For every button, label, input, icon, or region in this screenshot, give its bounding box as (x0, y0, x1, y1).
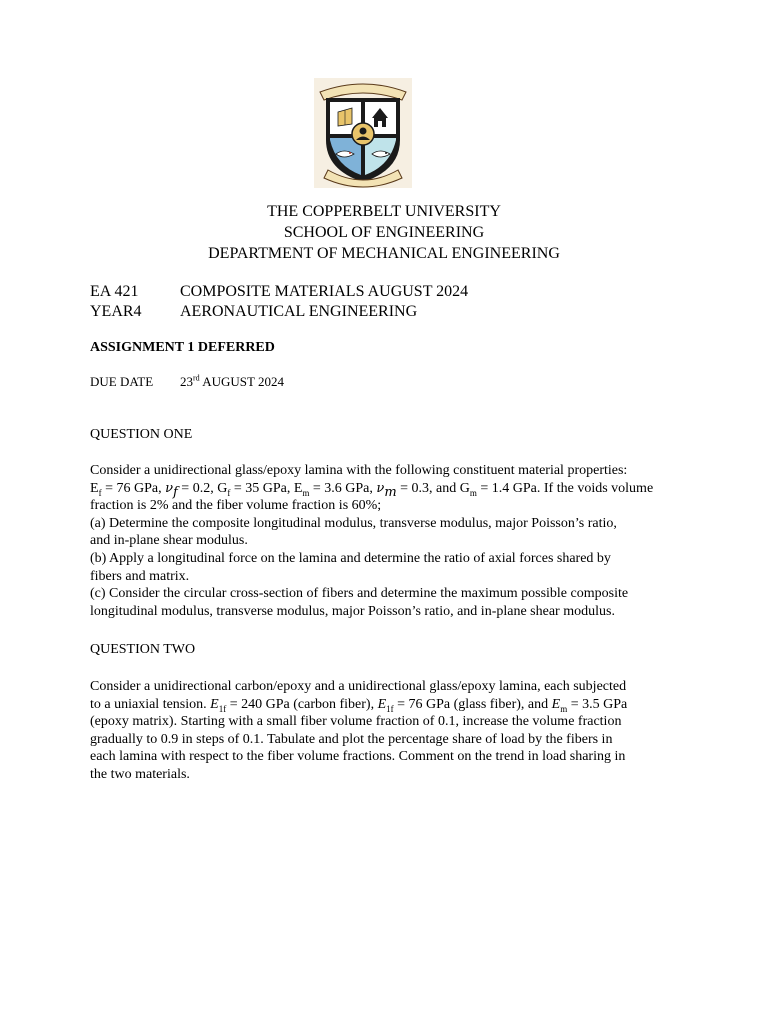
q2-line: gradually to 0.9 in steps of 0.1. Tabulate and plot the percentage share of load by the fibers in (90, 731, 613, 747)
q1-line: (c) Consider the circular cross-section of fibers and determine the maximum possible composite (90, 586, 629, 602)
q1-text: = 1.4 GPa. If the voids volume (476, 480, 654, 496)
q1-nu-symbol: ν (376, 480, 385, 496)
q1-line: fraction is 2% and the fiber volume fraction is 60%; (90, 498, 382, 514)
due-date-day: 23 (180, 374, 193, 389)
q1-sub: f (227, 487, 231, 498)
q2-line-moduli (90, 696, 690, 714)
q2-sub: 1f (386, 703, 394, 714)
due-date-suffix: rd (193, 373, 200, 383)
q1-text: = 0.2, G (177, 480, 228, 496)
q1-text: = 3.6 GPa, (309, 480, 377, 496)
q2-sub: m (560, 703, 568, 714)
q2-sub: 1f (218, 703, 227, 714)
q2-line: Consider a unidirectional carbon/epoxy and a unidirectional glass/epoxy lamina, each subjected (90, 679, 627, 694)
due-date-label: DUE DATE (90, 374, 154, 389)
q1-line: (b) Apply a longitudinal force on the lamina and determine the ratio of axial forces shared by (90, 550, 611, 566)
q1-sub: m (469, 487, 477, 498)
due-date-line (90, 374, 284, 390)
q1-line: Consider a unidirectional glass/epoxy lamina with the following constituent material properties: (90, 463, 628, 478)
q1-line: (a) Determine the composite longitudinal modulus, transverse modulus, major Poisson’s ratio, (90, 515, 617, 531)
q2-line: the two materials. (90, 766, 190, 782)
q1-sub: f (98, 487, 102, 498)
q1-line: fibers and matrix. (90, 568, 190, 584)
programme-name: AERONAUTICAL ENGINEERING (180, 303, 418, 320)
q1-text: = 35 GPa, E (230, 480, 303, 496)
q1-text: E (90, 480, 99, 496)
q2-symbol: E (377, 696, 387, 712)
course-line (90, 282, 468, 302)
school-name: SCHOOL OF ENGINEERING (283, 224, 485, 241)
q1-text: = 0.3, and G (396, 480, 470, 496)
question-two-title: QUESTION TWO (90, 642, 196, 657)
question-one-title: QUESTION ONE (90, 427, 193, 442)
question-one-body (90, 462, 690, 620)
q2-text: = 3.5 GPa (567, 696, 628, 712)
university-name: THE COPPERBELT UNIVERSITY (267, 203, 501, 220)
q2-symbol: E (551, 696, 561, 712)
q1-sub: m (384, 484, 397, 500)
q1-text: = 76 GPa, (101, 480, 166, 496)
q1-nu-symbol: ν (165, 480, 173, 496)
course-code: EA 421 (90, 283, 139, 300)
course-title: COMPOSITE MATERIALS AUGUST 2024 (180, 283, 469, 300)
q2-text: to a uniaxial tension. (90, 696, 211, 712)
university-crest-logo (314, 78, 412, 188)
q1-sub: m (302, 487, 310, 498)
q2-line: (epoxy matrix). Starting with a small fiber volume fraction of 0.1, increase the volume fraction (90, 714, 622, 730)
assignment-title: ASSIGNMENT 1 DEFERRED (90, 340, 275, 355)
year-label: YEAR4 (90, 303, 142, 320)
q2-symbol: E (210, 696, 219, 712)
q2-line: each lamina with respect to the fiber volume fractions. Comment on the trend in load sharing in (90, 749, 626, 765)
year-line (90, 302, 417, 322)
q1-line: and in-plane shear modulus. (90, 533, 248, 549)
department-name: DEPARTMENT OF MECHANICAL ENGINEERING (208, 245, 560, 262)
q2-text: = 240 GPa (carbon fiber), (226, 696, 378, 712)
q1-sub: f (172, 484, 178, 500)
q1-line: longitudinal modulus, transverse modulus, major Poisson’s ratio, and in-plane shear modulus. (90, 603, 615, 619)
due-date-rest: AUGUST 2024 (199, 374, 284, 389)
question-two-body (90, 678, 690, 784)
crest-emblem-icon (314, 78, 412, 188)
q1-line-properties (90, 480, 690, 498)
q2-text: = 76 GPa (glass fiber), and (393, 696, 552, 712)
